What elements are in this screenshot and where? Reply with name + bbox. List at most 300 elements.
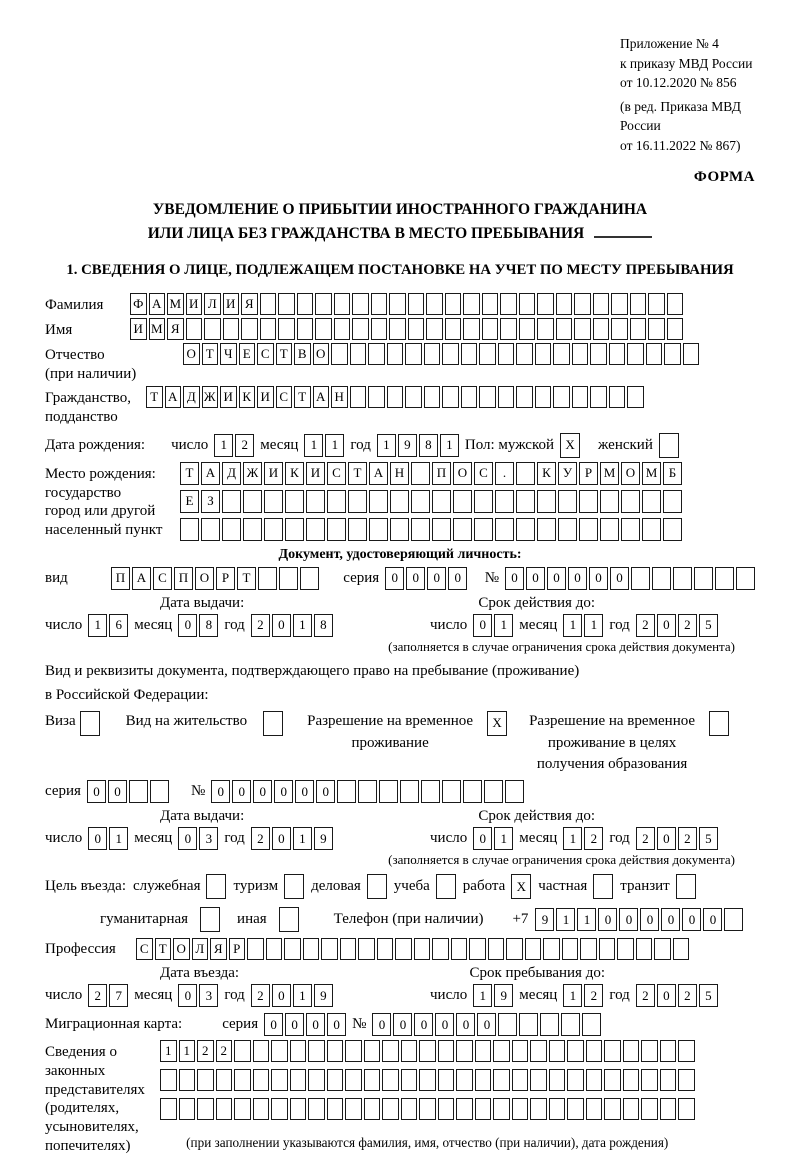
form-cell[interactable] bbox=[424, 343, 441, 365]
form-cell[interactable] bbox=[549, 1040, 566, 1062]
form-cell[interactable] bbox=[368, 343, 385, 365]
form-cell[interactable] bbox=[678, 1040, 695, 1062]
form-cell[interactable] bbox=[358, 780, 377, 803]
form-cell[interactable]: М bbox=[600, 462, 619, 485]
form-cell[interactable] bbox=[648, 318, 665, 340]
form-cell[interactable] bbox=[364, 1040, 381, 1062]
vnzh-checkbox[interactable] bbox=[263, 711, 283, 736]
form-cell[interactable]: 0 bbox=[406, 567, 425, 590]
form-cell[interactable] bbox=[586, 1040, 603, 1062]
form-cell[interactable] bbox=[556, 318, 573, 340]
form-cell[interactable]: К bbox=[239, 386, 256, 408]
form-cell[interactable] bbox=[673, 938, 690, 960]
form-cell[interactable]: С bbox=[327, 462, 346, 485]
form-cell[interactable]: 1 bbox=[293, 827, 312, 850]
form-cell[interactable] bbox=[442, 343, 459, 365]
form-cell[interactable]: 1 bbox=[577, 908, 596, 931]
form-cell[interactable]: 8 bbox=[314, 614, 333, 637]
form-cell[interactable]: 0 bbox=[610, 567, 629, 590]
form-cell[interactable] bbox=[445, 318, 462, 340]
form-cell[interactable] bbox=[390, 518, 409, 541]
form-cell[interactable] bbox=[648, 293, 665, 315]
form-cell[interactable] bbox=[456, 1040, 473, 1062]
form-cell[interactable] bbox=[621, 518, 640, 541]
form-cell[interactable] bbox=[419, 1069, 436, 1091]
form-cell[interactable] bbox=[498, 386, 515, 408]
form-cell[interactable] bbox=[715, 567, 734, 590]
form-cell[interactable] bbox=[493, 1040, 510, 1062]
form-cell[interactable] bbox=[223, 318, 240, 340]
form-cell[interactable] bbox=[395, 938, 412, 960]
form-cell[interactable] bbox=[579, 518, 598, 541]
form-cell[interactable] bbox=[222, 490, 241, 513]
form-cell[interactable]: 8 bbox=[199, 614, 218, 637]
form-cell[interactable] bbox=[630, 318, 647, 340]
form-cell[interactable] bbox=[537, 518, 556, 541]
form-cell[interactable] bbox=[463, 293, 480, 315]
form-cell[interactable] bbox=[308, 1069, 325, 1091]
form-cell[interactable] bbox=[160, 1098, 177, 1120]
form-cell[interactable] bbox=[461, 343, 478, 365]
form-cell[interactable]: М bbox=[642, 462, 661, 485]
form-cell[interactable]: X bbox=[511, 874, 531, 899]
form-cell[interactable] bbox=[482, 293, 499, 315]
form-cell[interactable] bbox=[200, 907, 220, 932]
form-cell[interactable]: Р bbox=[579, 462, 598, 485]
form-cell[interactable]: 6 bbox=[109, 614, 128, 637]
form-cell[interactable] bbox=[611, 293, 628, 315]
form-cell[interactable] bbox=[519, 1013, 538, 1036]
form-cell[interactable] bbox=[438, 1098, 455, 1120]
form-cell[interactable]: 1 bbox=[88, 614, 107, 637]
form-cell[interactable] bbox=[611, 318, 628, 340]
form-cell[interactable] bbox=[234, 1040, 251, 1062]
form-cell[interactable] bbox=[630, 293, 647, 315]
form-cell[interactable] bbox=[271, 1040, 288, 1062]
form-cell[interactable] bbox=[334, 293, 351, 315]
form-cell[interactable]: 2 bbox=[88, 984, 107, 1007]
form-cell[interactable] bbox=[512, 1069, 529, 1091]
form-cell[interactable] bbox=[586, 1069, 603, 1091]
form-cell[interactable] bbox=[667, 293, 684, 315]
form-cell[interactable] bbox=[488, 938, 505, 960]
form-cell[interactable]: Д bbox=[222, 462, 241, 485]
form-cell[interactable]: 0 bbox=[657, 827, 676, 850]
form-cell[interactable] bbox=[572, 343, 589, 365]
form-cell[interactable] bbox=[371, 318, 388, 340]
form-cell[interactable]: . bbox=[495, 462, 514, 485]
form-cell[interactable] bbox=[345, 1040, 362, 1062]
form-cell[interactable]: 0 bbox=[178, 614, 197, 637]
form-cell[interactable] bbox=[530, 1040, 547, 1062]
form-cell[interactable]: П bbox=[432, 462, 451, 485]
form-cell[interactable] bbox=[368, 386, 385, 408]
form-cell[interactable] bbox=[180, 518, 199, 541]
form-cell[interactable] bbox=[197, 1069, 214, 1091]
form-cell[interactable] bbox=[303, 938, 320, 960]
form-cell[interactable]: Н bbox=[331, 386, 348, 408]
form-cell[interactable]: X bbox=[487, 711, 507, 736]
form-cell[interactable] bbox=[414, 938, 431, 960]
form-cell[interactable] bbox=[479, 343, 496, 365]
form-cell[interactable] bbox=[315, 318, 332, 340]
form-cell[interactable]: 2 bbox=[636, 614, 655, 637]
form-cell[interactable] bbox=[609, 343, 626, 365]
form-cell[interactable]: 9 bbox=[314, 827, 333, 850]
form-cell[interactable]: 9 bbox=[494, 984, 513, 1007]
form-cell[interactable]: Л bbox=[204, 293, 221, 315]
form-cell[interactable] bbox=[371, 293, 388, 315]
rvpo-checkbox[interactable] bbox=[709, 711, 729, 736]
form-cell[interactable] bbox=[469, 938, 486, 960]
form-cell[interactable]: 0 bbox=[477, 1013, 496, 1036]
form-cell[interactable]: Б bbox=[663, 462, 682, 485]
form-cell[interactable]: М bbox=[167, 293, 184, 315]
form-cell[interactable]: Ф bbox=[130, 293, 147, 315]
form-cell[interactable]: 0 bbox=[295, 780, 314, 803]
form-cell[interactable]: 5 bbox=[699, 984, 718, 1007]
form-cell[interactable] bbox=[623, 1040, 640, 1062]
form-cell[interactable]: 0 bbox=[661, 908, 680, 931]
form-cell[interactable]: 0 bbox=[393, 1013, 412, 1036]
form-cell[interactable]: Т bbox=[180, 462, 199, 485]
form-cell[interactable]: Е bbox=[180, 490, 199, 513]
form-cell[interactable]: Н bbox=[390, 462, 409, 485]
form-cell[interactable] bbox=[243, 490, 262, 513]
form-cell[interactable] bbox=[623, 1069, 640, 1091]
form-cell[interactable] bbox=[724, 908, 743, 931]
form-cell[interactable]: 0 bbox=[87, 780, 106, 803]
form-cell[interactable] bbox=[234, 1098, 251, 1120]
form-cell[interactable] bbox=[683, 343, 700, 365]
form-cell[interactable] bbox=[241, 318, 258, 340]
form-cell[interactable]: 1 bbox=[584, 614, 603, 637]
form-cell[interactable]: 2 bbox=[636, 827, 655, 850]
form-cell[interactable]: 0 bbox=[598, 908, 617, 931]
form-cell[interactable] bbox=[667, 318, 684, 340]
form-cell[interactable] bbox=[315, 293, 332, 315]
form-cell[interactable]: 1 bbox=[563, 827, 582, 850]
form-cell[interactable] bbox=[306, 490, 325, 513]
form-cell[interactable] bbox=[285, 518, 304, 541]
form-cell[interactable] bbox=[364, 1098, 381, 1120]
form-cell[interactable] bbox=[593, 293, 610, 315]
form-cell[interactable] bbox=[284, 874, 304, 899]
form-cell[interactable] bbox=[345, 1069, 362, 1091]
form-cell[interactable] bbox=[405, 343, 422, 365]
form-cell[interactable] bbox=[358, 938, 375, 960]
form-cell[interactable] bbox=[408, 318, 425, 340]
form-cell[interactable] bbox=[506, 938, 523, 960]
form-cell[interactable]: 0 bbox=[316, 780, 335, 803]
form-cell[interactable]: 3 bbox=[199, 984, 218, 1007]
form-cell[interactable] bbox=[369, 518, 388, 541]
form-cell[interactable] bbox=[475, 1069, 492, 1091]
form-cell[interactable] bbox=[308, 1098, 325, 1120]
form-cell[interactable] bbox=[593, 318, 610, 340]
form-cell[interactable]: 0 bbox=[435, 1013, 454, 1036]
form-cell[interactable]: 1 bbox=[179, 1040, 196, 1062]
form-cell[interactable] bbox=[216, 1069, 233, 1091]
form-cell[interactable] bbox=[300, 567, 319, 590]
form-cell[interactable]: 7 bbox=[109, 984, 128, 1007]
form-cell[interactable] bbox=[535, 343, 552, 365]
form-cell[interactable] bbox=[438, 1040, 455, 1062]
form-cell[interactable] bbox=[463, 318, 480, 340]
form-cell[interactable]: 0 bbox=[473, 827, 492, 850]
form-cell[interactable] bbox=[253, 1040, 270, 1062]
form-cell[interactable] bbox=[505, 780, 524, 803]
form-cell[interactable] bbox=[580, 938, 597, 960]
form-cell[interactable] bbox=[426, 293, 443, 315]
form-cell[interactable] bbox=[453, 490, 472, 513]
form-cell[interactable]: А bbox=[149, 293, 166, 315]
form-cell[interactable] bbox=[553, 386, 570, 408]
form-cell[interactable] bbox=[197, 1098, 214, 1120]
form-cell[interactable]: Р bbox=[229, 938, 246, 960]
form-cell[interactable]: 2 bbox=[251, 827, 270, 850]
purpose-option-checkbox-work[interactable] bbox=[511, 874, 531, 899]
form-cell[interactable] bbox=[253, 1098, 270, 1120]
form-cell[interactable] bbox=[243, 518, 262, 541]
form-cell[interactable]: О bbox=[453, 462, 472, 485]
form-cell[interactable] bbox=[567, 1098, 584, 1120]
form-cell[interactable]: 0 bbox=[264, 1013, 283, 1036]
form-cell[interactable] bbox=[646, 343, 663, 365]
form-cell[interactable]: X bbox=[560, 433, 580, 458]
form-cell[interactable] bbox=[631, 567, 650, 590]
form-cell[interactable] bbox=[279, 567, 298, 590]
form-cell[interactable] bbox=[609, 386, 626, 408]
form-cell[interactable] bbox=[549, 1069, 566, 1091]
form-cell[interactable] bbox=[663, 490, 682, 513]
form-cell[interactable]: 0 bbox=[88, 827, 107, 850]
form-cell[interactable] bbox=[558, 490, 577, 513]
form-cell[interactable] bbox=[500, 293, 517, 315]
form-cell[interactable] bbox=[537, 318, 554, 340]
purpose-option-checkbox-study[interactable] bbox=[436, 874, 456, 899]
form-cell[interactable]: К bbox=[537, 462, 556, 485]
form-cell[interactable]: И bbox=[306, 462, 325, 485]
form-cell[interactable] bbox=[222, 518, 241, 541]
form-cell[interactable]: 0 bbox=[682, 908, 701, 931]
form-cell[interactable] bbox=[411, 490, 430, 513]
form-cell[interactable]: Ч bbox=[220, 343, 237, 365]
form-cell[interactable] bbox=[604, 1098, 621, 1120]
form-cell[interactable] bbox=[574, 293, 591, 315]
rvp-checkbox[interactable] bbox=[487, 711, 507, 736]
form-cell[interactable]: С bbox=[257, 343, 274, 365]
form-cell[interactable] bbox=[327, 1098, 344, 1120]
purpose-option-checkbox-other[interactable] bbox=[279, 907, 299, 932]
form-cell[interactable]: О bbox=[173, 938, 190, 960]
form-cell[interactable] bbox=[474, 518, 493, 541]
form-cell[interactable] bbox=[408, 293, 425, 315]
form-cell[interactable]: О bbox=[621, 462, 640, 485]
form-cell[interactable] bbox=[387, 343, 404, 365]
form-cell[interactable]: С bbox=[276, 386, 293, 408]
form-cell[interactable]: 0 bbox=[547, 567, 566, 590]
form-cell[interactable] bbox=[535, 386, 552, 408]
form-cell[interactable] bbox=[426, 318, 443, 340]
form-cell[interactable]: 0 bbox=[473, 614, 492, 637]
form-cell[interactable] bbox=[590, 386, 607, 408]
form-cell[interactable] bbox=[290, 1069, 307, 1091]
form-cell[interactable] bbox=[600, 490, 619, 513]
form-cell[interactable] bbox=[495, 490, 514, 513]
form-cell[interactable] bbox=[482, 318, 499, 340]
form-cell[interactable] bbox=[327, 518, 346, 541]
form-cell[interactable] bbox=[321, 938, 338, 960]
form-cell[interactable] bbox=[475, 1040, 492, 1062]
sex-female-checkbox[interactable] bbox=[659, 433, 679, 458]
form-cell[interactable] bbox=[327, 490, 346, 513]
form-cell[interactable]: 1 bbox=[325, 434, 344, 457]
form-cell[interactable] bbox=[652, 567, 671, 590]
form-cell[interactable] bbox=[284, 938, 301, 960]
form-cell[interactable]: 0 bbox=[232, 780, 251, 803]
form-cell[interactable]: 2 bbox=[197, 1040, 214, 1062]
form-cell[interactable] bbox=[579, 490, 598, 513]
form-cell[interactable]: 0 bbox=[568, 567, 587, 590]
form-cell[interactable]: А bbox=[313, 386, 330, 408]
form-cell[interactable]: 2 bbox=[584, 827, 603, 850]
form-cell[interactable] bbox=[627, 343, 644, 365]
form-cell[interactable]: 1 bbox=[494, 614, 513, 637]
form-cell[interactable] bbox=[736, 567, 755, 590]
form-cell[interactable] bbox=[204, 318, 221, 340]
form-cell[interactable]: Ж bbox=[243, 462, 262, 485]
form-cell[interactable] bbox=[582, 1013, 601, 1036]
form-cell[interactable]: П bbox=[111, 567, 130, 590]
form-cell[interactable]: 3 bbox=[199, 827, 218, 850]
form-cell[interactable]: 2 bbox=[251, 984, 270, 1007]
form-cell[interactable]: 0 bbox=[526, 567, 545, 590]
form-cell[interactable] bbox=[432, 490, 451, 513]
form-cell[interactable]: И bbox=[186, 293, 203, 315]
form-cell[interactable]: 0 bbox=[427, 567, 446, 590]
purpose-option-checkbox-humanitarian[interactable] bbox=[200, 907, 220, 932]
form-cell[interactable] bbox=[642, 518, 661, 541]
form-cell[interactable] bbox=[493, 1069, 510, 1091]
form-cell[interactable] bbox=[530, 1069, 547, 1091]
form-cell[interactable] bbox=[599, 938, 616, 960]
form-cell[interactable] bbox=[537, 490, 556, 513]
form-cell[interactable] bbox=[297, 318, 314, 340]
form-cell[interactable] bbox=[516, 343, 533, 365]
form-cell[interactable] bbox=[129, 780, 148, 803]
form-cell[interactable] bbox=[389, 318, 406, 340]
form-cell[interactable]: С bbox=[474, 462, 493, 485]
form-cell[interactable] bbox=[382, 1069, 399, 1091]
form-cell[interactable]: 1 bbox=[293, 614, 312, 637]
form-cell[interactable] bbox=[593, 874, 613, 899]
form-cell[interactable] bbox=[352, 318, 369, 340]
form-cell[interactable] bbox=[432, 938, 449, 960]
form-cell[interactable] bbox=[456, 1098, 473, 1120]
form-cell[interactable] bbox=[379, 780, 398, 803]
form-cell[interactable]: Т bbox=[237, 567, 256, 590]
form-cell[interactable]: У bbox=[558, 462, 577, 485]
form-cell[interactable] bbox=[498, 1013, 517, 1036]
form-cell[interactable] bbox=[600, 518, 619, 541]
form-cell[interactable] bbox=[642, 490, 661, 513]
form-cell[interactable]: 0 bbox=[178, 827, 197, 850]
form-cell[interactable]: 0 bbox=[456, 1013, 475, 1036]
form-cell[interactable] bbox=[290, 1040, 307, 1062]
form-cell[interactable] bbox=[493, 1098, 510, 1120]
form-cell[interactable]: Т bbox=[276, 343, 293, 365]
form-cell[interactable]: 0 bbox=[414, 1013, 433, 1036]
form-cell[interactable]: 0 bbox=[657, 614, 676, 637]
form-cell[interactable] bbox=[234, 1069, 251, 1091]
form-cell[interactable] bbox=[290, 1098, 307, 1120]
form-cell[interactable]: 2 bbox=[678, 984, 697, 1007]
form-cell[interactable] bbox=[572, 386, 589, 408]
form-cell[interactable]: А bbox=[369, 462, 388, 485]
form-cell[interactable]: 5 bbox=[699, 827, 718, 850]
form-cell[interactable] bbox=[400, 780, 419, 803]
form-cell[interactable] bbox=[461, 386, 478, 408]
form-cell[interactable] bbox=[586, 1098, 603, 1120]
form-cell[interactable]: 2 bbox=[584, 984, 603, 1007]
form-cell[interactable] bbox=[337, 780, 356, 803]
form-cell[interactable] bbox=[419, 1098, 436, 1120]
form-cell[interactable] bbox=[258, 567, 277, 590]
form-cell[interactable] bbox=[306, 518, 325, 541]
form-cell[interactable] bbox=[636, 938, 653, 960]
form-cell[interactable]: 9 bbox=[314, 984, 333, 1007]
form-cell[interactable]: Т bbox=[294, 386, 311, 408]
visa-checkbox[interactable] bbox=[80, 711, 100, 736]
form-cell[interactable] bbox=[673, 567, 692, 590]
form-cell[interactable]: 1 bbox=[109, 827, 128, 850]
form-cell[interactable] bbox=[411, 518, 430, 541]
form-cell[interactable] bbox=[463, 780, 482, 803]
form-cell[interactable] bbox=[484, 780, 503, 803]
form-cell[interactable] bbox=[401, 1040, 418, 1062]
form-cell[interactable] bbox=[516, 490, 535, 513]
form-cell[interactable]: 0 bbox=[272, 827, 291, 850]
form-cell[interactable] bbox=[387, 386, 404, 408]
form-cell[interactable]: 0 bbox=[703, 908, 722, 931]
form-cell[interactable] bbox=[537, 293, 554, 315]
form-cell[interactable] bbox=[519, 318, 536, 340]
form-cell[interactable] bbox=[247, 938, 264, 960]
form-cell[interactable]: 0 bbox=[640, 908, 659, 931]
form-cell[interactable] bbox=[641, 1040, 658, 1062]
form-cell[interactable]: П bbox=[174, 567, 193, 590]
form-cell[interactable] bbox=[150, 780, 169, 803]
form-cell[interactable] bbox=[519, 293, 536, 315]
form-cell[interactable]: А bbox=[165, 386, 182, 408]
form-cell[interactable] bbox=[512, 1040, 529, 1062]
form-cell[interactable] bbox=[266, 938, 283, 960]
form-cell[interactable] bbox=[424, 386, 441, 408]
form-cell[interactable] bbox=[419, 1040, 436, 1062]
form-cell[interactable] bbox=[604, 1040, 621, 1062]
form-cell[interactable] bbox=[340, 938, 357, 960]
form-cell[interactable] bbox=[367, 874, 387, 899]
form-cell[interactable]: О bbox=[183, 343, 200, 365]
form-cell[interactable] bbox=[263, 711, 283, 736]
form-cell[interactable] bbox=[382, 1040, 399, 1062]
form-cell[interactable]: 0 bbox=[372, 1013, 391, 1036]
form-cell[interactable] bbox=[660, 1069, 677, 1091]
form-cell[interactable] bbox=[567, 1069, 584, 1091]
form-cell[interactable] bbox=[278, 318, 295, 340]
form-cell[interactable]: 9 bbox=[398, 434, 417, 457]
